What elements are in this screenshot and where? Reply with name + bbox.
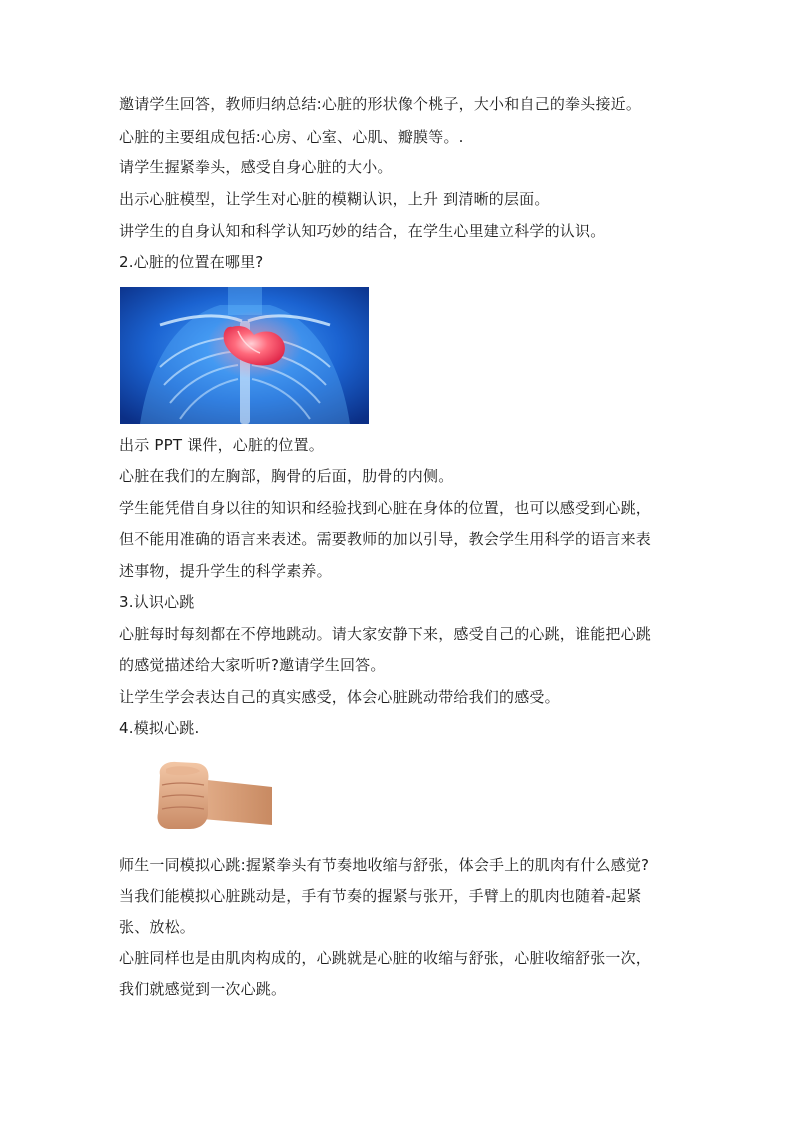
paragraph-line: 心脏在我们的左胸部，胸骨的后面，肋骨的内侧。: [119, 467, 454, 485]
section-heading: 2.心脏的位置在哪里?: [119, 253, 264, 271]
section-heading: 4.模拟心跳.: [119, 719, 200, 737]
paragraph-line: 心脏的主要组成包括:心房、心室、心肌、瓣膜等。.: [119, 128, 464, 146]
section-heading: 3.认识心跳: [119, 593, 195, 611]
paragraph-line: 我们就感觉到一次心跳。: [119, 980, 287, 998]
paragraph-line: 但不能用准确的语言来表述。需要教师的加以引导，教会学生用科学的语言来表: [119, 530, 652, 548]
paragraph-line: 学生能凭借自身以往的知识和经验找到心脏在身体的位置，也可以感受到心跳，: [119, 499, 652, 517]
clenched-fist-image: [150, 757, 272, 843]
paragraph-line: 请学生握紧拳头，感受自身心脏的大小。: [119, 158, 393, 176]
paragraph-line: 出示心脏模型，让学生对心脏的模糊认识，上升 到清晰的层面。: [119, 190, 550, 208]
heart-position-image: [120, 287, 369, 424]
paragraph-line: 心脏每时每刻都在不停地跳动。请大家安静下来，感受自己的心跳，谁能把心跳: [119, 625, 652, 643]
paragraph-line: 师生一同模拟心跳:握紧拳头有节奏地收缩与舒张，体会手上的肌肉有什么感觉?: [119, 856, 650, 874]
paragraph-line: 让学生学会表达自己的真实感受，体会心脏跳动带给我们的感受。: [119, 688, 560, 706]
paragraph-line: 的感觉描述给大家听听?邀请学生回答。: [119, 656, 386, 674]
paragraph-line: 邀请学生回答，教师归纳总结:心脏的形状像个桃子，大小和自己的拳头接近。: [119, 95, 642, 113]
paragraph-line: 出示 PPT 课件，心脏的位置。: [119, 436, 324, 454]
paragraph-line: 述事物，提升学生的科学素养。: [119, 562, 332, 580]
paragraph-line: 当我们能模拟心脏跳动是，手有节奏的握紧与张开，手臂上的肌肉也随着-起紧: [119, 887, 642, 905]
paragraph-line: 张、放松。: [119, 918, 196, 936]
paragraph-line: 心脏同样也是由肌肉构成的，心跳就是心脏的收缩与舒张，心脏收缩舒张一次，: [119, 949, 652, 967]
paragraph-line: 讲学生的自身认知和科学认知巧妙的结合，在学生心里建立科学的认识。: [119, 222, 606, 240]
